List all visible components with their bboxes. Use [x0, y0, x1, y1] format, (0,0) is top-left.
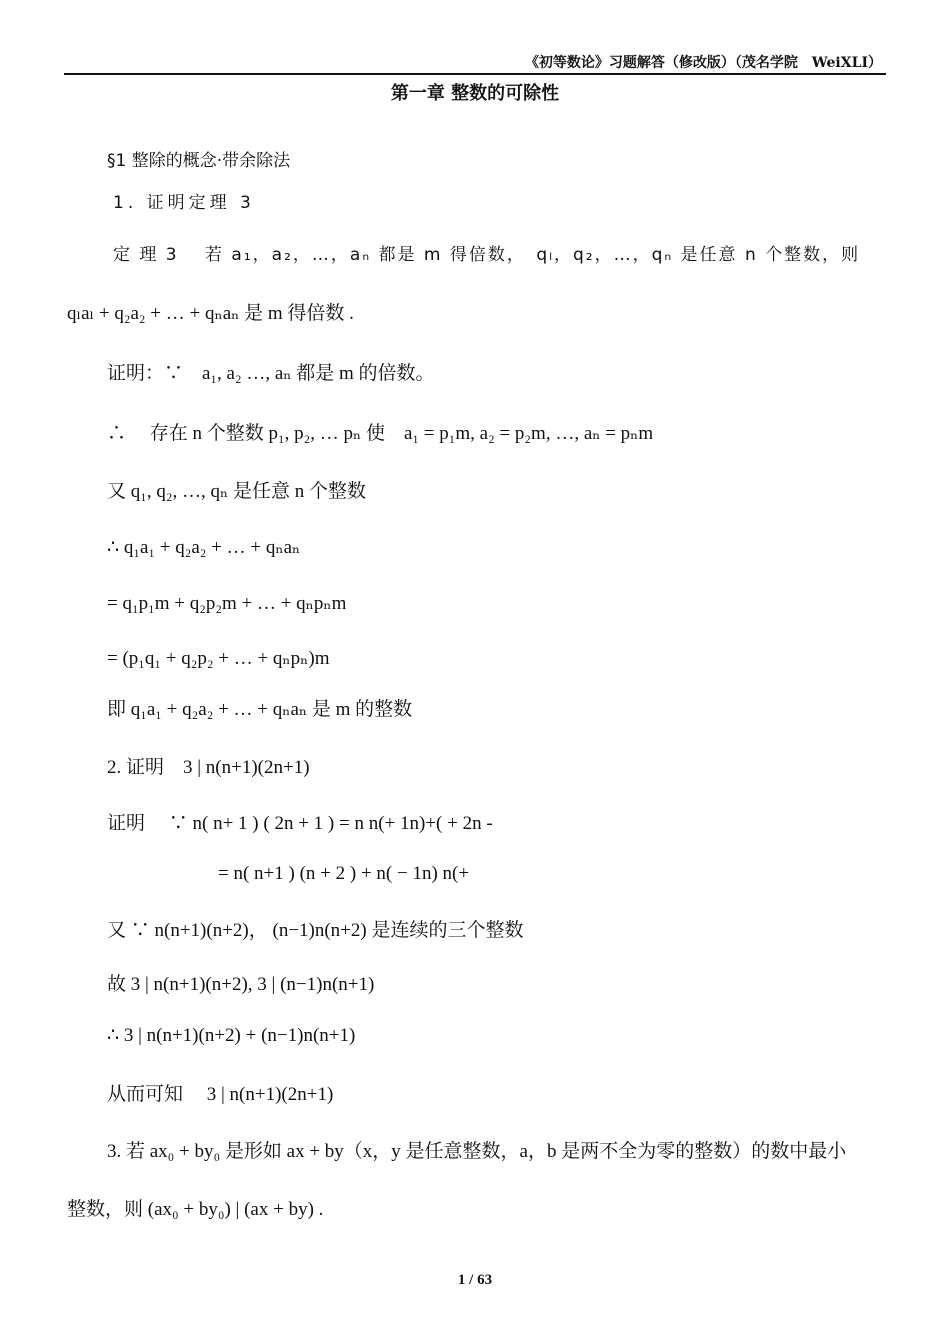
proof-line-5: = q₁p₁m + q₂p₂m + … + qₙpₙm	[107, 593, 347, 614]
exercise-2-proof-3: 又 ∵ n(n+1)(n+2)， (n−1)n(n+2) 是连续的三个整数	[107, 920, 524, 941]
header-rule	[64, 73, 886, 75]
exercise-3-statement-cont: 整数，则 (ax₀ + by₀) | (ax + by) .	[67, 1199, 324, 1220]
section-heading: §1 整除的概念·带余除法	[107, 151, 291, 171]
proof-line-6: = (p₁q₁ + q₂p₂ + … + qₙpₙ)m	[107, 648, 330, 669]
theorem-statement-cont: qₗaₗ + q₂a₂ + … + qₙaₙ 是 m 得倍数 .	[67, 303, 354, 324]
exercise-2-proof-5: ∴ 3 | n(n+1)(n+2) + (n−1)n(n+1)	[107, 1025, 356, 1046]
exercise-2-proof-4: 故 3 | n(n+1)(n+2), 3 | (n−1)n(n+1)	[107, 974, 375, 995]
exercise-3-statement: 3. 若 ax₀ + by₀ 是形如 ax + by（x，y 是任意整数，a，b 是两不全为零的整数）的数中最小	[107, 1141, 847, 1162]
proof-line-2: ∴ 存在 n 个整数 p₁, p₂, … pₙ 使 a₁ = p₁m, a₂ = p₂m, …, aₙ = pₙm	[107, 423, 654, 444]
proof-line-1: 证明：∵ a₁, a₂ …, aₙ 都是 m 的倍数。	[107, 363, 435, 384]
chapter-title: 第一章 整数的可除性	[390, 83, 560, 104]
theorem-statement: 定 理 3 若 a₁，a₂，…，aₙ 都是 m 得倍数， qₗ，q₂，…，qₙ 是任意 n 个整数，则	[113, 245, 861, 265]
exercise-2-conclusion: 从而可知 3 | n(n+1)(2n+1)	[107, 1084, 334, 1105]
exercise-2-title: 2. 证明 3 | n(n+1)(2n+1)	[107, 757, 310, 778]
proof-line-4: ∴ q₁a₁ + q₂a₂ + … + qₙaₙ	[107, 537, 301, 558]
exercise-1-title: 1. 证明定理 3	[113, 193, 255, 213]
exercise-2-proof-2: = n( n+1 ) (n + 2 ) + n( − 1n) n(+	[218, 863, 470, 884]
proof-conclusion: 即 q₁a₁ + q₂a₂ + … + qₙaₙ 是 m 的整数	[107, 699, 413, 720]
exercise-2-proof-1: 证明 ∵ n( n+ 1 ) ( 2n + 1 ) = n n(+ 1n)+( + 2n -	[107, 813, 493, 834]
page-number: 1 / 63	[457, 1272, 493, 1288]
running-header: 《初等数论》习题解答（修改版）（茂名学院 WeiXLI）	[524, 55, 882, 71]
proof-line-3: 又 q₁, q₂, …, qₙ 是任意 n 个整数	[107, 481, 366, 502]
